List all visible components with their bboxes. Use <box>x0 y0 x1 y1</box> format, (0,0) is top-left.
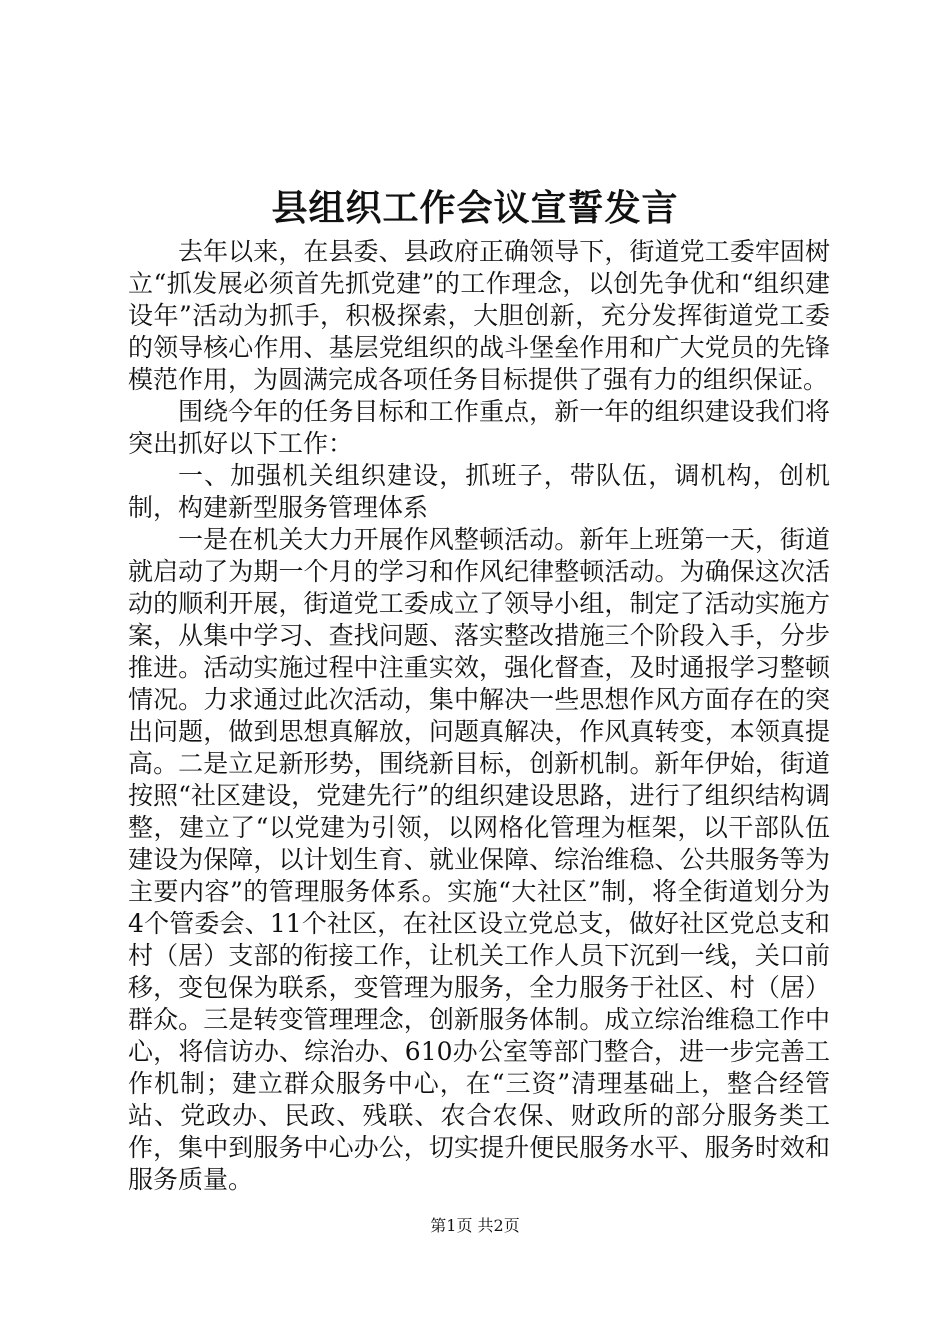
page-number-footer: 第1页 共2页 <box>430 1216 520 1235</box>
paragraph-details: 一是在机关大力开展作风整顿活动。新年上班第一天，街道就启动了为期一个月的学习和作风纪律整顿活动。为确保这次活动的顺利开展，街道党工委成立了领导小组，制定了活动实施方案，从集中学习、查找问题、落实整改措施三个阶段入手，分步推进。活动实施过程中注重实效，强化督查，及时通报学习整顿情况。力求通过此次活动，集中解决一些思想作风方面存在的突出问题，做到思想真解放，问题真解决，作风真转变，本领真提高。二是立足新形势，围绕新目标，创新机制。新年伊始，街道按照“社区建设，党建先行”的组织建设思路，进行了组织结构调整，建立了“以党建为引领，以网格化管理为框架，以干部队伍建设为保障，以计划生育、就业保障、综治维稳、公共服务等为主要内容”的管理服务体系。实施“大社区”制，将全街道划分为4个管委会、11个社区，在社区设立党总支，做好社区党总支和村（居）支部的衔接工作，让机关工作人员下沉到一线，关口前移，变包保为联系，变管理为服务，全力服务于社区、村（居）群众。三是转变管理理念，创新服务体制。成立综治维稳工作中心，将信访办、综治办、610办公室等部门整合，进一步完善工作机制；建立群众服务中心，在“三资”清理基础上，整合经管站、党政办、民政、残联、农合农保、财政所的部分服务类工作，集中到服务中心办公，切实提升便民服务水平、服务时效和服务质量。 <box>128 525 830 1194</box>
paragraph-goals: 围绕今年的任务目标和工作重点，新一年的组织建设我们将突出抓好以下工作： <box>128 397 830 458</box>
document-title: 县组织工作会议宣誓发言 <box>271 187 679 229</box>
paragraph-intro: 去年以来，在县委、县政府正确领导下，街道党工委牢固树立“抓发展必须首先抓党建”的工作理念，以创先争优和“组织建设年”活动为抓手，积极探索，大胆创新，充分发挥街道党工委的领导核心作用、基层党组织的战斗堡垒作用和广大党员的先锋模范作用，为圆满完成各项任务目标提供了强有力的组织保证。 <box>128 237 830 394</box>
paragraph-heading-one: 一、加强机关组织建设，抓班子，带队伍，调机构，创机制，构建新型服务管理体系 <box>128 461 830 522</box>
document-body <box>128 236 830 1196</box>
